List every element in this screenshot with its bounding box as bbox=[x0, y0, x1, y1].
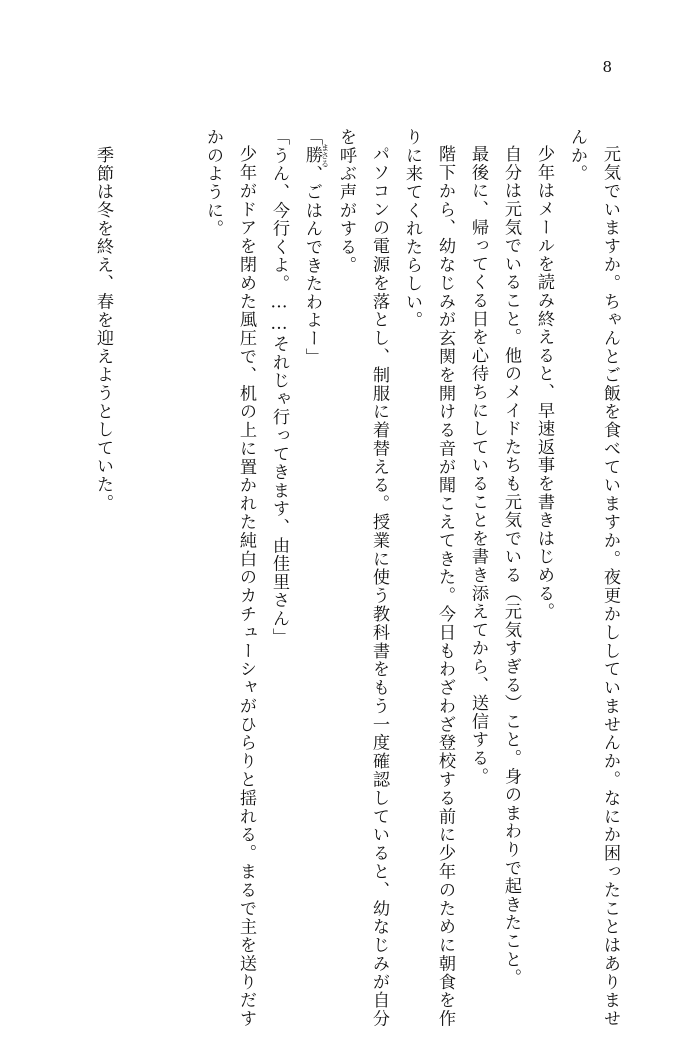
paragraph-3: 自分は元気でいること。他のメイドたちも元気でいる（元気すぎる）こと。身のまわりで起きたこと。 bbox=[501, 145, 521, 987]
paragraph-4: 最後に、帰ってくる日を心待ちにしていることを書き添えてから、送信する。 bbox=[468, 145, 488, 786]
paragraph-5: 階下から、幼なじみが玄関を開ける音が聞こえてきた。今日もわざわざ登校する前に少年のために朝食を作りに来てくれたらしい。 bbox=[402, 128, 455, 1028]
ruby-base: 勝 bbox=[302, 143, 322, 168]
dialogue-line-2: 「うん、今行くよ。……それじゃ行ってきます、由佳里さん」 bbox=[269, 128, 289, 646]
page-body-text bbox=[70, 128, 626, 1028]
ruby-name-masaru bbox=[302, 143, 330, 168]
dialogue-line-1: 「勝まさる、ごはんできたわよー」 bbox=[302, 128, 330, 366]
closing-line: 季節は冬を終え、春を迎えようとしていた。 bbox=[93, 146, 113, 512]
page-number: 8 bbox=[602, 58, 612, 76]
paragraph-2: 少年はメールを読み終えると、早速返事を書きはじめる。 bbox=[534, 145, 554, 621]
paragraph-1: 元気でいますか。ちゃんとご飯を食べていますか。夜更かししていませんか。なにか困ったことはありませんか。 bbox=[567, 128, 620, 1028]
paragraph-7: 少年がドアを閉めた風圧で、机の上に置かれた純白のカチューシャがひらりと揺れる。まるで主を送りだすかのように。 bbox=[203, 128, 256, 1028]
paragraph-6: パソコンの電源を落とし、制服に着替える。授業に使う教科書をもう一度確認していると、幼なじみが自分を呼ぶ声がする。 bbox=[336, 128, 389, 1028]
ruby-text: まさる bbox=[320, 143, 330, 168]
